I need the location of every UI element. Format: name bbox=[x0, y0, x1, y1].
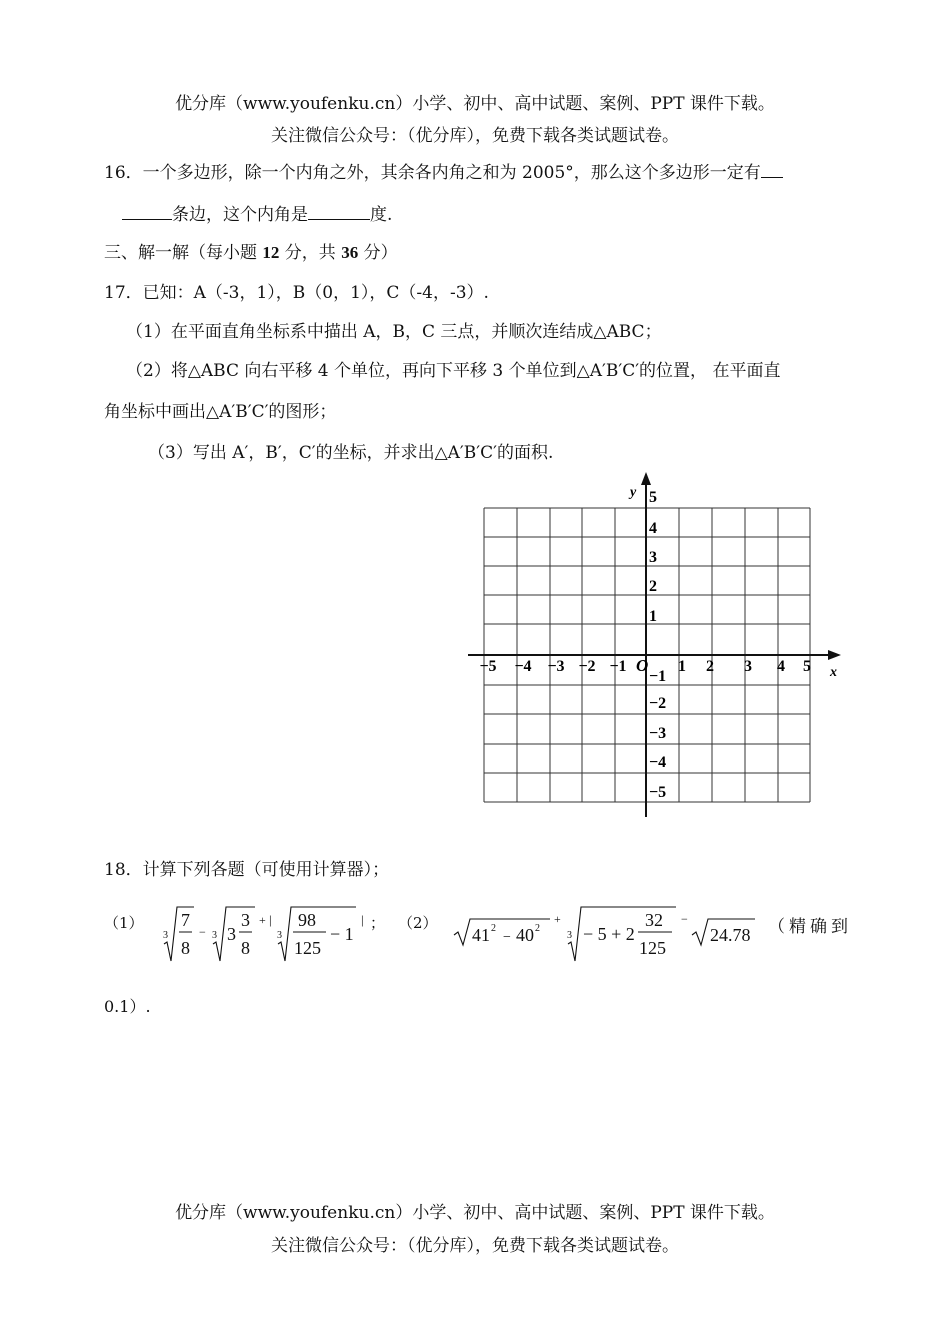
y-tick-label: −5 bbox=[649, 784, 667, 801]
frac-numerator: 3 bbox=[241, 910, 250, 930]
footer-line-2: 关注微信公众号：（优分库），免费下载各类试题试卷。 bbox=[271, 1236, 679, 1256]
question-17-part-2b: 角坐标中画出△A′B′C′的图形； bbox=[104, 402, 337, 422]
base-41: 41 bbox=[472, 925, 490, 945]
question-17-stem: 17．已知：A（-3，1），B（0，1），C（-4，-3）. bbox=[104, 283, 489, 303]
frac-numerator: 7 bbox=[181, 910, 190, 930]
math-expression-1 bbox=[160, 895, 375, 970]
abs-bar-right: | bbox=[361, 912, 364, 927]
y-tick-label: −3 bbox=[649, 725, 667, 742]
cube-root-index: 3 bbox=[212, 930, 217, 941]
question-16-end: 度. bbox=[370, 205, 393, 225]
exponent: 2 bbox=[535, 923, 540, 934]
plus-sign: + bbox=[259, 913, 266, 927]
x-tick-label: 4 bbox=[777, 658, 785, 675]
x-tick-label: 1 bbox=[678, 658, 686, 675]
section-3-points-total: 36 bbox=[341, 243, 359, 262]
minus-one: − 1 bbox=[330, 924, 354, 944]
answer-blank-sides-part bbox=[761, 160, 783, 178]
y-tick-label: 5 bbox=[649, 489, 657, 506]
question-18-part-1-label: （1） bbox=[104, 914, 144, 932]
y-tick-label: −1 bbox=[649, 668, 667, 685]
y-tick-label: 2 bbox=[649, 578, 657, 595]
section-3-points-each: 12 bbox=[262, 243, 280, 262]
y-axis-arrow-icon bbox=[641, 472, 651, 485]
question-17-part-2a: （2）将△ABC 向右平移 4 个单位，再向下平移 3 个单位到△A′B′C′的位置， 在平面直 bbox=[126, 361, 781, 381]
question-18-stem: 18．计算下列各题（可使用计算器）； bbox=[104, 860, 390, 880]
x-tick-label: 2 bbox=[706, 658, 714, 675]
y-tick-label: −4 bbox=[649, 754, 667, 771]
coordinate-grid bbox=[460, 472, 860, 822]
x-axis-label: x bbox=[830, 665, 837, 680]
section-3-post: 分） bbox=[358, 243, 398, 263]
base-40: 40 bbox=[516, 925, 534, 945]
x-tick-label: −2 bbox=[578, 658, 596, 675]
x-tick-label: 3 bbox=[744, 658, 752, 675]
footer-line-1: 优分库（www.youfenku.cn）小学、初中、高中试题、案例、PPT 课件下载。 bbox=[175, 1203, 775, 1223]
frac-numerator: 32 bbox=[645, 910, 663, 930]
question-16-text: 16．一个多边形，除一个内角之外，其余各内角之和为 2005°，那么这个多边形一定有 bbox=[104, 163, 761, 183]
abs-bar-left: | bbox=[269, 912, 272, 927]
frac-denominator: 125 bbox=[294, 938, 321, 958]
minus-sign: − bbox=[681, 912, 688, 926]
question-16-line-1 bbox=[104, 158, 783, 183]
math-expression-2 bbox=[450, 895, 760, 970]
x-tick-label: −3 bbox=[547, 658, 565, 675]
cube-root-index: 3 bbox=[277, 930, 282, 941]
frac-denominator: 8 bbox=[181, 938, 190, 958]
x-tick-label: 5 bbox=[803, 658, 811, 675]
answer-blank-sides bbox=[122, 202, 172, 220]
minus-sign: − bbox=[503, 930, 511, 945]
frac-denominator: 8 bbox=[241, 938, 250, 958]
section-3-heading bbox=[104, 238, 398, 263]
question-16-mid: 条边，这个内角是 bbox=[172, 205, 308, 225]
section-3-mid: 分，共 bbox=[279, 243, 342, 263]
answer-blank-angle bbox=[308, 202, 370, 220]
question-18-precision: （精确到 bbox=[768, 917, 852, 937]
question-18-precision-end: 0.1）. bbox=[104, 997, 151, 1016]
x-tick-label: −1 bbox=[609, 658, 627, 675]
minus-five-plus-two: − 5 + 2 bbox=[583, 924, 635, 944]
cube-root-index: 3 bbox=[163, 930, 168, 941]
y-tick-label: −2 bbox=[649, 695, 667, 712]
plus-sign: + bbox=[554, 912, 561, 926]
origin-label: O bbox=[636, 656, 649, 675]
y-tick-label: 4 bbox=[649, 520, 657, 537]
header-line-2: 关注微信公众号：（优分库），免费下载各类试题试卷。 bbox=[271, 126, 679, 146]
question-16-line-2 bbox=[122, 200, 392, 225]
question-18-sep: ； bbox=[370, 914, 386, 932]
mixed-number-whole: 3 bbox=[227, 924, 236, 944]
cube-root-index: 3 bbox=[567, 930, 572, 941]
y-axis-label: y bbox=[630, 485, 637, 500]
exponent: 2 bbox=[491, 923, 496, 934]
y-tick-label: 1 bbox=[649, 608, 657, 625]
question-18-part-2-label: （2） bbox=[398, 914, 438, 932]
question-17-part-1: （1）在平面直角坐标系中描出 A，B，C 三点，并顺次连结成△ABC； bbox=[126, 322, 662, 342]
frac-numerator: 98 bbox=[298, 910, 316, 930]
x-tick-label: −4 bbox=[514, 658, 532, 675]
value-24-78: 24.78 bbox=[710, 925, 751, 945]
question-17-part-3: （3）写出 A′，B′，C′的坐标，并求出△A′B′C′的面积. bbox=[148, 443, 554, 463]
y-tick-label: 3 bbox=[649, 549, 657, 566]
x-tick-label: −5 bbox=[479, 658, 497, 675]
minus-sign: − bbox=[199, 925, 206, 939]
y-tick-labels bbox=[649, 489, 666, 801]
x-axis-arrow-icon bbox=[828, 650, 841, 660]
header-line-1: 优分库（www.youfenku.cn）小学、初中、高中试题、案例、PPT 课件下载。 bbox=[175, 94, 775, 114]
frac-denominator: 125 bbox=[639, 938, 666, 958]
section-3-pre: 三、解一解（每小题 bbox=[104, 243, 263, 263]
